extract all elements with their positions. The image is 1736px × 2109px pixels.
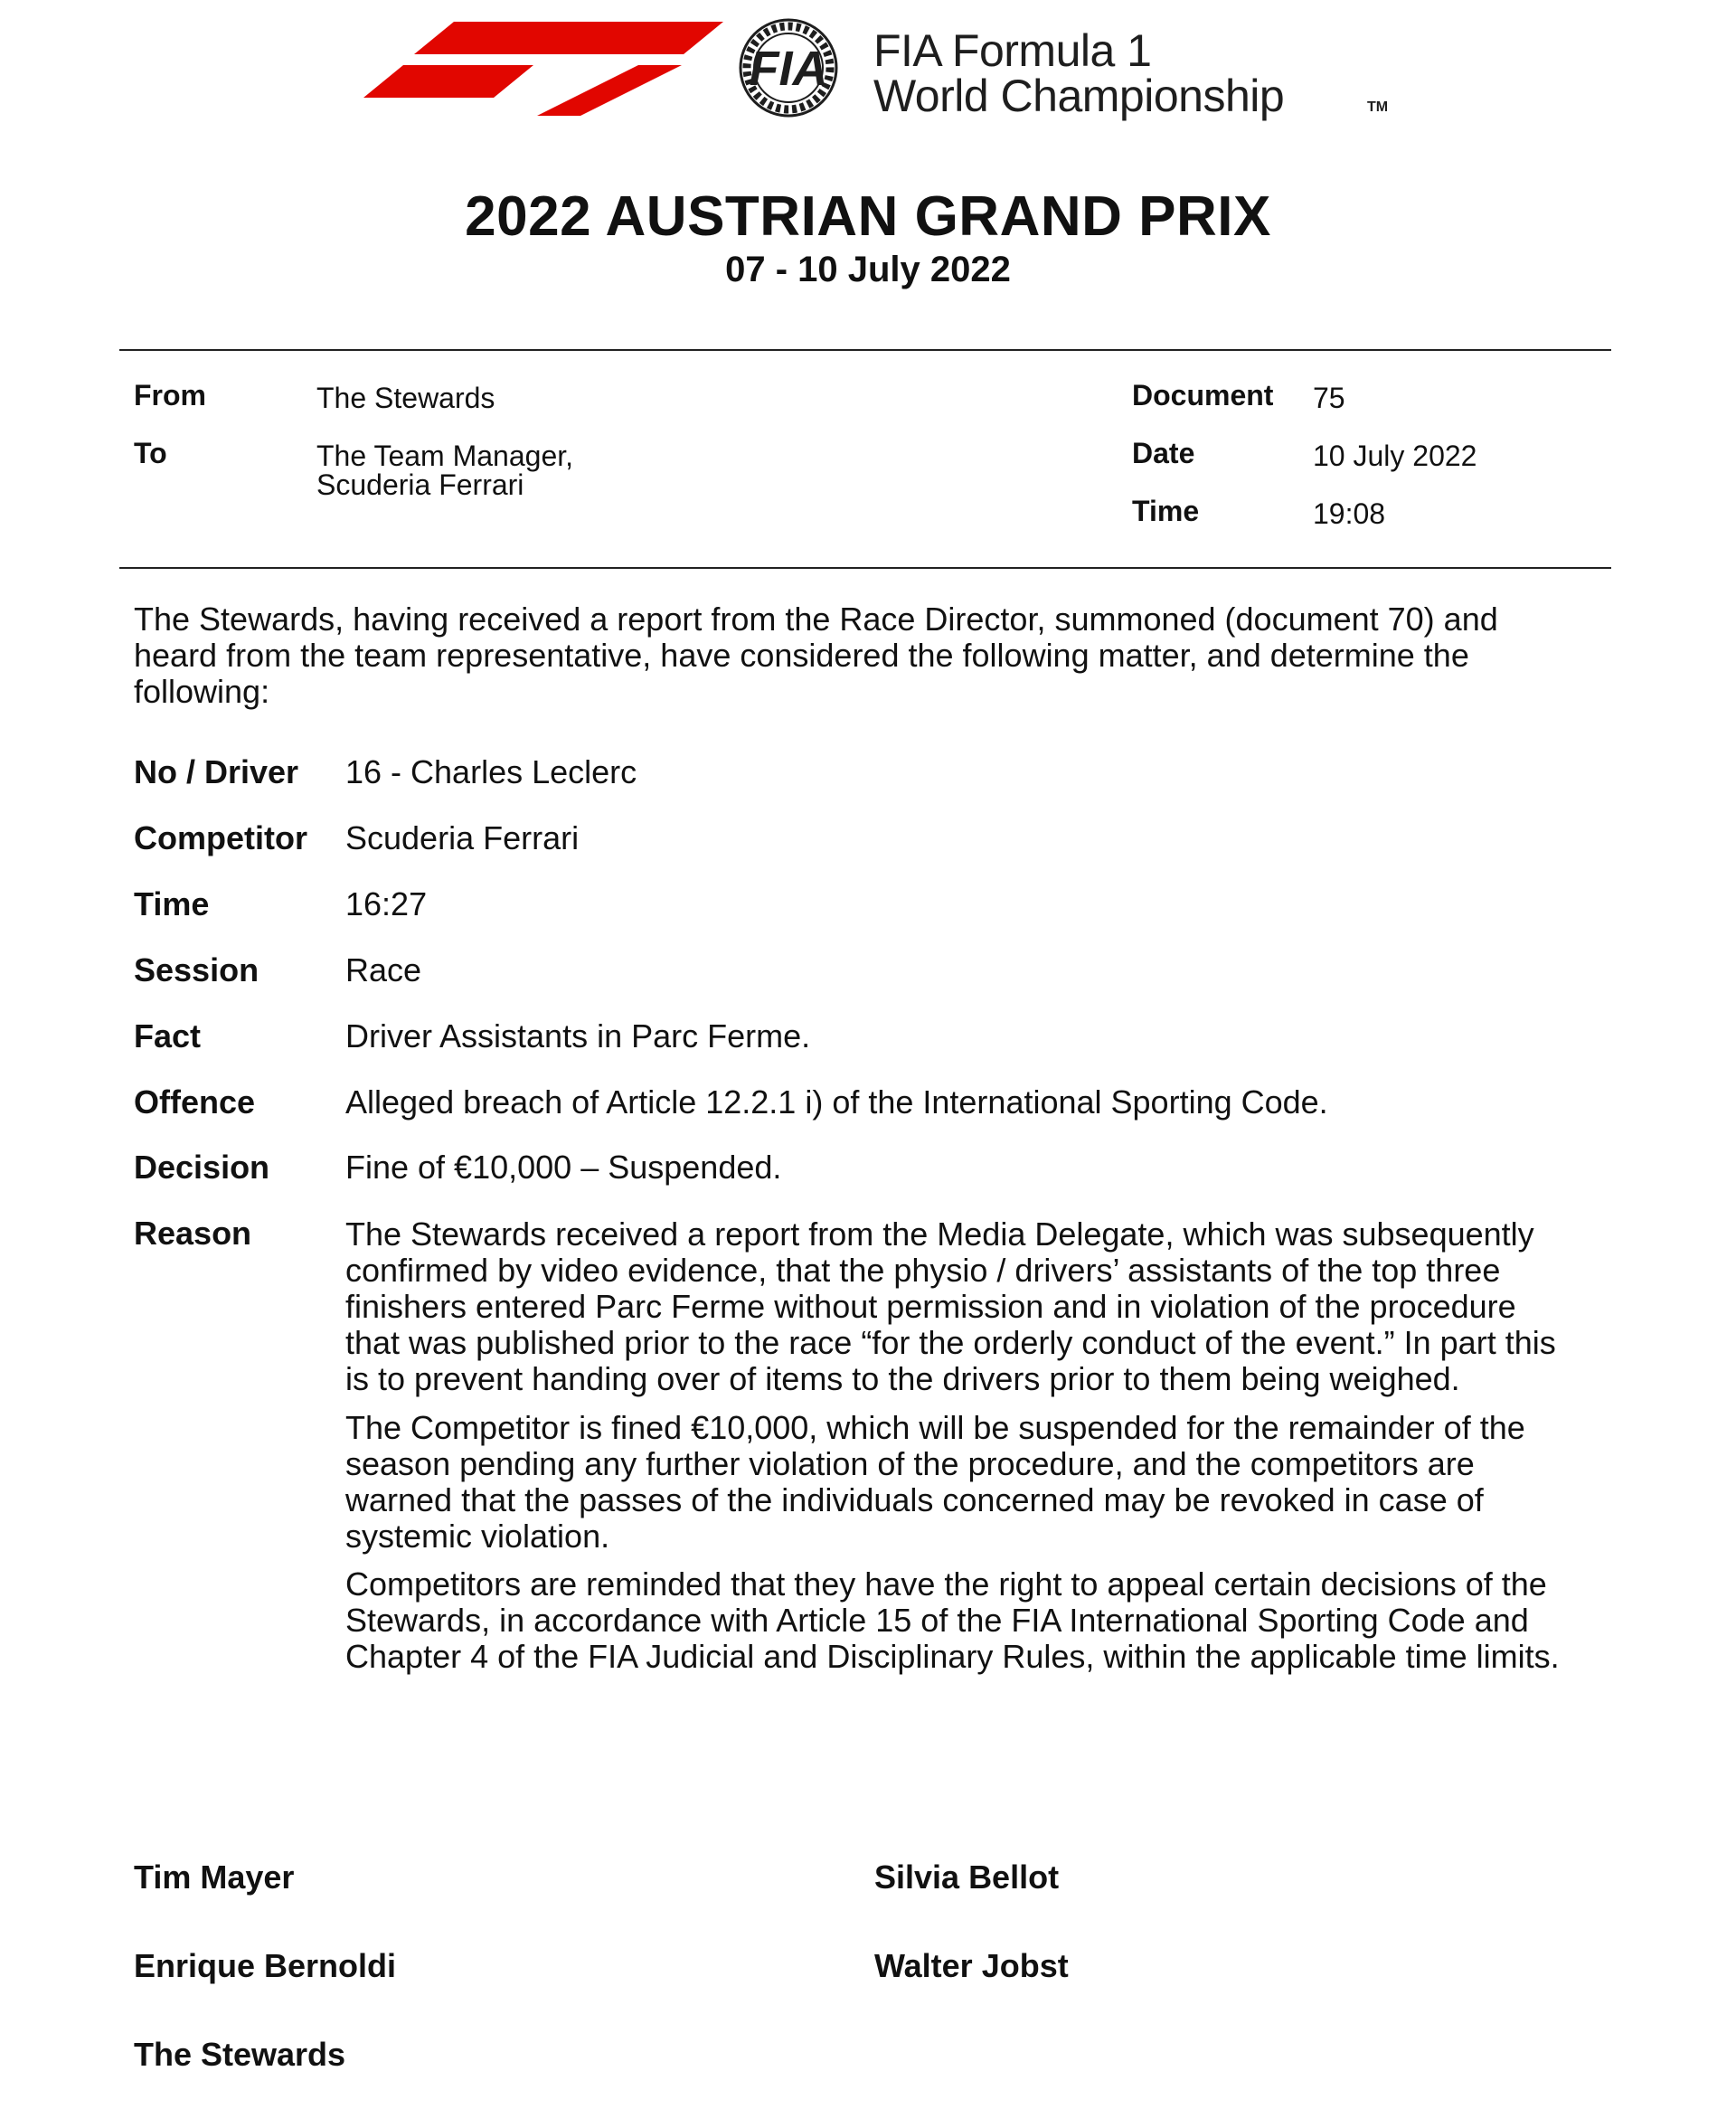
from-label: From <box>134 379 206 411</box>
appeal-paragraph <box>345 1566 1593 1675</box>
steward-name: Silvia Bellot <box>874 1858 1060 1896</box>
reason-line: The Competitor is fined €10,000, which will be suspended for the remainder of the <box>345 1409 1525 1446</box>
appeal-line: Stewards, in accordance with Article 15 of the FIA International Sporting Code and <box>345 1602 1529 1639</box>
intro-line: heard from the team representative, have considered the following matter, and determine the <box>134 637 1469 674</box>
event-dates: 07 - 10 July 2022 <box>725 250 1011 289</box>
from-value: The Stewards <box>316 382 495 414</box>
field-label-time: Time <box>134 885 210 922</box>
field-label-session: Session <box>134 951 259 988</box>
field-label-driver: No / Driver <box>134 753 299 790</box>
reason-paragraph-2 <box>345 1410 1593 1555</box>
brand-title-line-1: FIA Formula 1 <box>873 25 1152 76</box>
appeal-line: Competitors are reminded that they have the right to appeal certain decisions of the <box>345 1565 1547 1603</box>
field-value-session: Race <box>345 951 422 988</box>
steward-name: Walter Jobst <box>874 1947 1069 1984</box>
field-value-driver: 16 - Charles Leclerc <box>345 753 637 790</box>
f1-logo <box>362 22 723 116</box>
steward-name: Enrique Bernoldi <box>134 1947 397 1984</box>
field-value-offence: Alleged breach of Article 12.2.1 i) of the International Sporting Code. <box>345 1083 1328 1121</box>
field-label-reason: Reason <box>134 1215 252 1252</box>
f1-logo-stripe <box>537 65 682 116</box>
divider-bottom <box>119 567 1611 569</box>
date-value: 10 July 2022 <box>1313 440 1477 472</box>
field-value-competitor: Scuderia Ferrari <box>345 819 580 856</box>
f1-logo-bar-top <box>414 22 723 54</box>
field-label-competitor: Competitor <box>134 819 307 856</box>
field-label-fact: Fact <box>134 1017 202 1054</box>
reason-line: systemic violation. <box>345 1518 610 1555</box>
reason-line: warned that the passes of the individuals concerned may be revoked in case of <box>345 1481 1484 1518</box>
steward-name: Tim Mayer <box>134 1858 295 1896</box>
to-label: To <box>134 437 167 469</box>
fia-roundel-logo <box>712 16 861 119</box>
reason-line: The Stewards received a report from the Media Delegate, which was subsequently <box>345 1215 1534 1253</box>
time-value: 19:08 <box>1313 497 1386 530</box>
appeal-line: Chapter 4 of the FIA Judicial and Disciplinary Rules, within the applicable time limits. <box>345 1638 1560 1675</box>
field-value-fact: Driver Assistants in Parc Ferme. <box>345 1017 811 1054</box>
time-label: Time <box>1132 495 1200 527</box>
reason-paragraph-1 <box>345 1216 1593 1397</box>
document-label: Document <box>1132 379 1274 411</box>
field-value-decision: Fine of €10,000 – Suspended. <box>345 1149 782 1186</box>
to-value-line-2: Scuderia Ferrari <box>316 468 524 501</box>
intro-line: following: <box>134 673 270 710</box>
trademark-mark: TM <box>1367 99 1389 115</box>
divider-top <box>119 349 1611 351</box>
reason-line: finishers entered Parc Ferme without permission and in violation of the procedure <box>345 1288 1516 1325</box>
field-value-time: 16:27 <box>345 885 428 922</box>
event-title: 2022 AUSTRIAN GRAND PRIX <box>465 185 1271 248</box>
reason-line: season pending any further violation of the procedure, and the competitors are <box>345 1445 1475 1482</box>
stewards-footer: The Stewards <box>134 2036 346 2073</box>
field-label-offence: Offence <box>134 1083 256 1121</box>
f1-logo-bar-mid <box>363 65 533 98</box>
date-label: Date <box>1132 437 1195 469</box>
brand-title-line-2: World Championship <box>873 71 1285 121</box>
fia-roundel-text: FIA <box>749 42 828 96</box>
intro-line: The Stewards, having received a report from the Race Director, summoned (document 70) and <box>134 601 1498 638</box>
reason-line: is to prevent handing over of items to the drivers prior to them being weighed. <box>345 1360 1460 1397</box>
intro-paragraph <box>134 601 1580 710</box>
to-value-line-1: The Team Manager, <box>316 440 574 472</box>
reason-line: confirmed by video evidence, that the physio / drivers’ assistants of the top three <box>345 1252 1501 1289</box>
reason-line: that was published prior to the race “for the orderly conduct of the event.” In part this <box>345 1324 1556 1361</box>
document-number: 75 <box>1313 382 1345 414</box>
field-label-decision: Decision <box>134 1149 270 1186</box>
